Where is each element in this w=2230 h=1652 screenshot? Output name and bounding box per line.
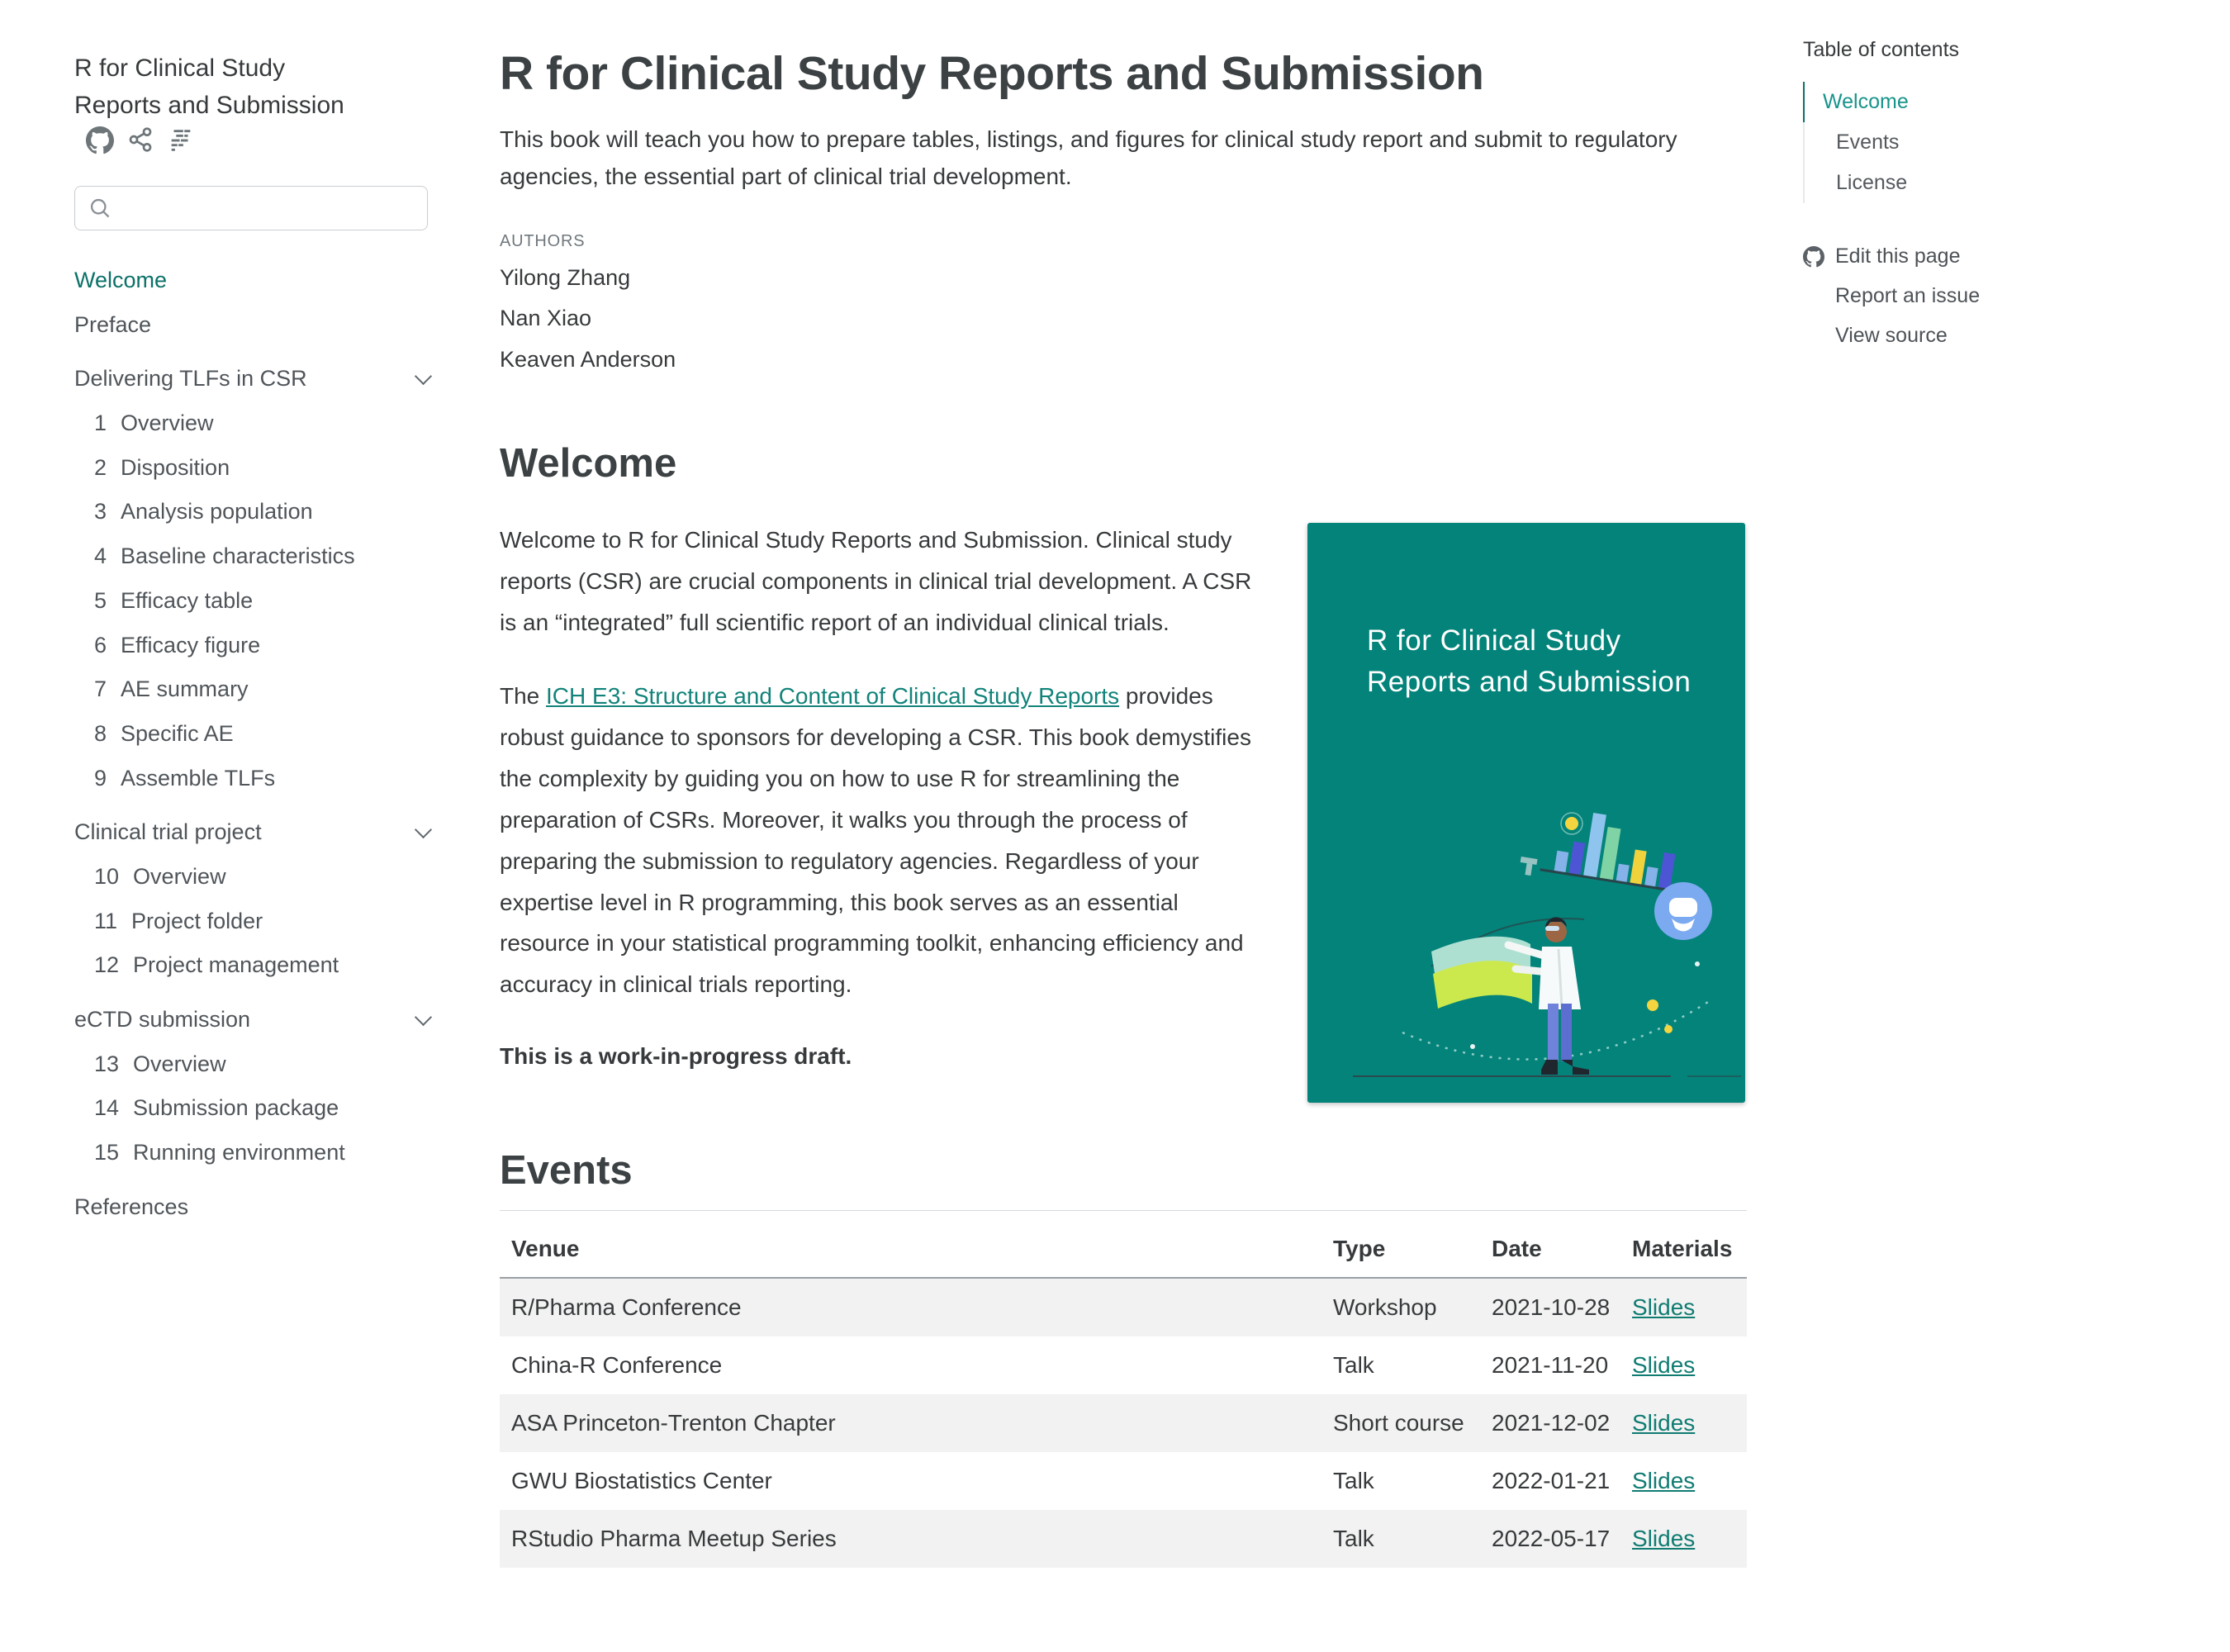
cover-illustration bbox=[1307, 756, 1745, 1103]
sidebar-item-overview-1[interactable]: 1 Overview bbox=[94, 411, 214, 436]
toc-sidebar bbox=[1803, 38, 2158, 363]
sidebar-item-submission-package[interactable]: 14 Submission package bbox=[94, 1095, 339, 1121]
authors-label: AUTHORS bbox=[500, 231, 586, 250]
github-icon bbox=[1803, 246, 1824, 268]
book-title bbox=[74, 50, 347, 161]
sidebar-item-analysis-population[interactable]: 3 Analysis population bbox=[94, 499, 313, 525]
table-row: R/Pharma Conference Workshop 2021-10-28 Slides bbox=[500, 1278, 1747, 1336]
welcome-paragraph-2: The ICH E3: Structure and Content of Clinical Study Reports provides robust guidance to sponsors for developing a CSR. This book demystifies the complexity by guiding you on how to use R for streamlining the preparation of CSRs. Moreover, it walks you through the process of preparing the submission to regulatory agencies. Regardless of your expertise level in R programming, this book serves as an essential resource in your statistical programming toolkit, enhancing efficiency and accuracy in clinical trials reporting. bbox=[500, 683, 1251, 998]
sidebar-item-overview-10[interactable]: 10 Overview bbox=[94, 863, 226, 889]
cover-title: R for Clinical Study Reports and Submission bbox=[1367, 624, 1691, 698]
sidebar-item-welcome[interactable]: Welcome bbox=[74, 268, 168, 292]
book-title-text[interactable]: R for Clinical Study Reports and Submission bbox=[74, 55, 344, 119]
sidebar-section-delivering-tlfs[interactable]: Delivering TLFs in CSR bbox=[74, 367, 434, 392]
sidebar-item-preface[interactable]: Preface bbox=[74, 311, 152, 337]
reader-mode-icon[interactable] bbox=[167, 126, 195, 154]
sidebar-section-ectd-submission[interactable]: eCTD submission bbox=[74, 1008, 434, 1032]
sidebar-item-references[interactable]: References bbox=[74, 1194, 189, 1219]
column-header-materials: Materials bbox=[1620, 1211, 1747, 1279]
sidebar-item-efficacy-figure[interactable]: 6 Efficacy figure bbox=[94, 632, 261, 657]
sidebar-item-baseline-characteristics[interactable]: 4 Baseline characteristics bbox=[94, 544, 355, 569]
toc-tools bbox=[1803, 244, 2158, 348]
search-input[interactable] bbox=[121, 196, 414, 221]
sidebar-item-assemble-tlfs[interactable]: 9 Assemble TLFs bbox=[94, 765, 276, 790]
toc-item-welcome[interactable]: Welcome bbox=[1803, 82, 2158, 122]
events-heading: Events bbox=[500, 1148, 633, 1194]
column-header-type: Type bbox=[1321, 1211, 1480, 1279]
chevron-down-icon[interactable] bbox=[415, 821, 432, 838]
toc-list bbox=[1803, 82, 2158, 203]
slides-link[interactable]: Slides bbox=[1632, 1468, 1696, 1494]
search-icon bbox=[88, 197, 112, 220]
sidebar-item-efficacy-table[interactable]: 5 Efficacy table bbox=[94, 587, 254, 613]
sidebar-item-project-folder[interactable]: 11 Project folder bbox=[94, 908, 263, 933]
github-icon[interactable] bbox=[86, 126, 114, 154]
view-source-link[interactable]: View source bbox=[1835, 324, 1948, 347]
table-row: RStudio Pharma Meetup Series Talk 2022-05-17 Slides bbox=[500, 1510, 1747, 1568]
chevron-down-icon[interactable] bbox=[415, 368, 432, 385]
edit-this-page-link[interactable]: Edit this page bbox=[1803, 244, 2158, 268]
sidebar-item-ae-summary[interactable]: 7 AE summary bbox=[94, 676, 249, 702]
table-header-row bbox=[500, 1211, 1747, 1279]
sidebar-title-icons bbox=[86, 126, 195, 154]
toc-heading: Table of contents bbox=[1803, 38, 1960, 61]
sidebar-section-clinical-trial-project[interactable]: Clinical trial project bbox=[74, 820, 434, 845]
table-row: China-R Conference Talk 2021-11-20 Slides bbox=[511, 1352, 1696, 1379]
sidebar-item-project-management[interactable]: 12 Project management bbox=[94, 952, 339, 978]
slides-link[interactable]: Slides bbox=[1632, 1294, 1696, 1321]
column-header-venue: Venue bbox=[500, 1211, 1321, 1279]
author-name: Yilong Zhang bbox=[500, 264, 631, 290]
chevron-down-icon[interactable] bbox=[415, 1009, 432, 1026]
table-row: ASA Princeton-Trenton Chapter Short course 2021-12-02 Slides bbox=[500, 1394, 1747, 1452]
report-issue-link[interactable]: Report an issue bbox=[1835, 284, 1981, 307]
sidebar-item-overview-13[interactable]: 13 Overview bbox=[94, 1051, 226, 1076]
welcome-heading: Welcome bbox=[500, 440, 677, 486]
page-subtitle: This book will teach you how to prepare tables, listings, and figures for clinical study report and submit to regulatory agencies, the essential part of clinical trial development. bbox=[500, 126, 1677, 190]
toc-item-events[interactable]: Events bbox=[1836, 131, 1900, 154]
main-content bbox=[500, 0, 1747, 1568]
sidebar-nav bbox=[74, 268, 434, 1219]
events-table bbox=[500, 1210, 1747, 1568]
sidebar-item-specific-ae[interactable]: 8 Specific AE bbox=[94, 720, 234, 746]
ich-e3-link[interactable]: ICH E3: Structure and Content of Clinical Study Reports bbox=[546, 683, 1120, 710]
book-cover bbox=[1307, 523, 1745, 1103]
column-header-date: Date bbox=[1480, 1211, 1620, 1279]
slides-link[interactable]: Slides bbox=[1632, 1410, 1696, 1436]
sidebar-item-running-environment[interactable]: 15 Running environment bbox=[94, 1140, 345, 1165]
welcome-paragraph-1: Welcome to R for Clinical Study Reports and Submission. Clinical study reports (CSR) are crucial components in clinical trial development. A CSR is an “integrated” full scientific report of an individual clinical trials. bbox=[500, 526, 1252, 635]
draft-note: This is a work-in-progress draft. bbox=[500, 1043, 852, 1070]
sidebar bbox=[74, 50, 434, 1239]
toc-item-license[interactable]: License bbox=[1836, 171, 1908, 194]
table-row: GWU Biostatistics Center Talk 2022-01-21 Slides bbox=[511, 1468, 1696, 1494]
slides-link[interactable]: Slides bbox=[1632, 1352, 1696, 1379]
search-box[interactable] bbox=[74, 186, 428, 230]
page-title: R for Clinical Study Reports and Submission bbox=[500, 47, 1484, 100]
slides-link[interactable]: Slides bbox=[1632, 1526, 1696, 1552]
author-name: Nan Xiao bbox=[500, 306, 592, 331]
author-name: Keaven Anderson bbox=[500, 347, 676, 373]
share-icon[interactable] bbox=[127, 126, 154, 154]
sidebar-item-disposition[interactable]: 2 Disposition bbox=[94, 454, 230, 480]
